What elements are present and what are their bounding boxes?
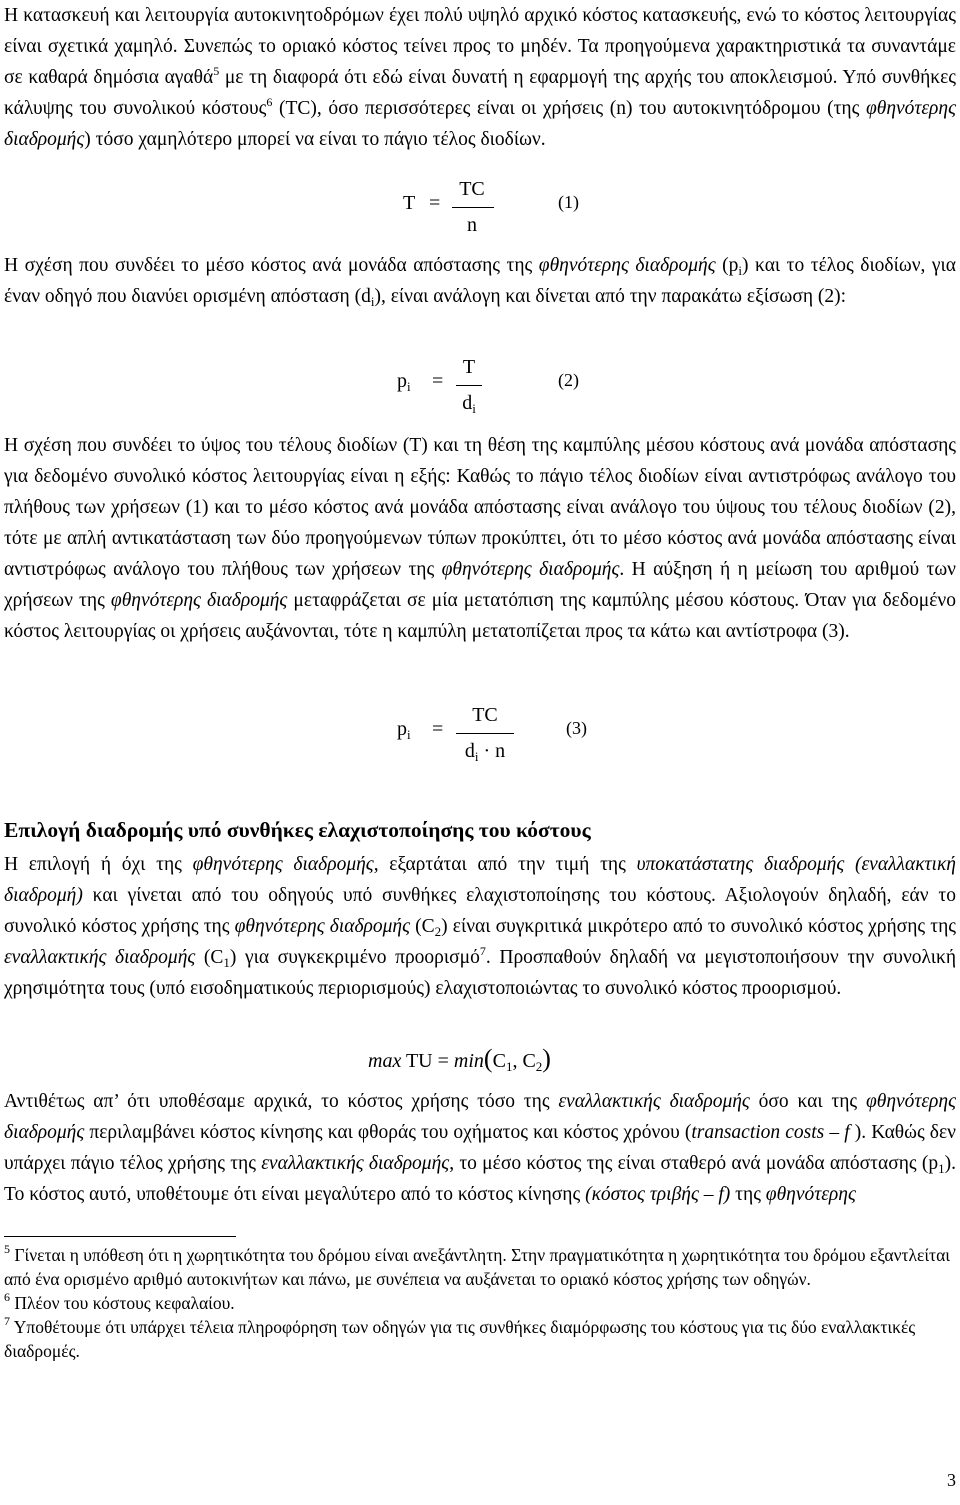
- text: . Η αύξηση ή η μείωση του αριθμού των χρήσεων της: [4, 559, 956, 611]
- text: Η σχέση που συνδέει το ύψος του τέλους διοδίων (T) και τη θέση της καμπύλης μέσου κόστους ανά μονάδα απόστασης για δεδομένο συνολικό κόστος λειτουργίας είναι η εξής: Καθώς το πάγιο τέλος διοδίων είναι αντιστρόφως ανάλογο του πλήθους των χρήσεων (1) και το μέσο κόστος ανά μονάδα απόστασης είναι ανάλογο του ύψους του τέλους διοδίων (2), τότε με απλή αντικατάσταση των δύο προηγούμενων τύπων προκύπτει, ότι το μέσο κόστος ανά μονάδα απόστασης είναι αντιστρόφως ανάλογο του πλήθους των χρήσεων της: [4, 435, 956, 580]
- text: Η σχέση που συνδέει το μέσο κόστος ανά μονάδα απόστασης της: [4, 255, 539, 276]
- eq-paren: ): [542, 1044, 551, 1073]
- section-heading: Επιλογή διαδρομής υπό συνθήκες ελαχιστοποίησης του κόστους: [4, 818, 591, 842]
- text: ) και το τέλος διοδίων, για έναν οδηγό που διανύει ορισμένη απόσταση (d: [4, 255, 956, 307]
- italic-term: (εναλλακτική διαδρομή): [4, 854, 956, 906]
- footnote-number: 5: [4, 1242, 10, 1256]
- italic-term: φθηνότερης: [765, 1184, 856, 1205]
- paragraph-1: [4, 0, 956, 155]
- equation-number: (2): [558, 370, 579, 390]
- paragraph-2: [4, 250, 956, 312]
- equation-4: [4, 1040, 956, 1080]
- paragraph-3: [4, 430, 956, 647]
- text: ) είναι συγκριτικά μικρότερο από το συνολικό κόστος χρήσης της: [441, 916, 956, 937]
- subscript: i: [474, 749, 479, 764]
- eq-operator: =: [432, 370, 444, 392]
- fraction-bar: [456, 385, 482, 386]
- text: Η επιλογή ή όχι της: [4, 854, 193, 875]
- subscript: 2: [434, 924, 442, 939]
- equation-number: (3): [566, 718, 587, 738]
- subscript: i: [370, 294, 375, 309]
- text: , το μέσο κόστος της είναι σταθερό ανά μονάδα απόστασης (p: [449, 1153, 939, 1174]
- eq-dot: ·: [483, 740, 491, 762]
- page-number: 3: [947, 1470, 956, 1490]
- italic-term: transaction costs – f: [691, 1122, 850, 1143]
- text: της: [730, 1184, 766, 1205]
- fraction-bar: [456, 733, 514, 734]
- text: ) για συγκεκριμένο προορισμό: [229, 947, 480, 968]
- footnote-divider: [4, 1236, 236, 1237]
- footnote-text: Πλέον του κόστους κεφαλαίου.: [14, 1293, 235, 1313]
- paragraph-5: [4, 1086, 956, 1210]
- text: (TC), όσο περισσότερες είναι οι χρήσεις (n) του αυτοκινητόδρομου (της: [272, 98, 866, 119]
- text: Η κατασκευή και λειτουργία αυτοκινητοδρόμων έχει πολύ υψηλό αρχικό κόστος κατασκευής, ενώ το κόστος λειτουργίας είναι σχετικά χαμηλό. Συνεπώς το οριακό κόστος τείνει προς το μηδέν. Τα προηγούμενα χαρακτηριστικά τα συναντάμε σε καθαρά δημόσια αγαθά: [4, 5, 956, 88]
- eq-denominator: n: [467, 214, 477, 236]
- fraction-bar: [452, 207, 494, 208]
- eq-symbol: p: [397, 370, 407, 392]
- eq-expression: [368, 1044, 551, 1074]
- subscript: 1: [505, 1059, 513, 1074]
- equation-3: [4, 704, 956, 776]
- text: και γίνεται από του οδηγούς υπό συνθήκες ελαχιστοποίησης του κόστους. Αξιολογούν δηλαδή, εάν το συνολικό κόστος χρήσης της: [4, 885, 956, 937]
- eq-min: min: [453, 1050, 484, 1072]
- text: ). Καθώς δεν υπάρχει πάγιο τέλος χρήσης της: [4, 1122, 956, 1174]
- subscript: i: [472, 401, 476, 416]
- text: ), είναι ανάλογη και δίνεται από την παρακάτω εξίσωση (2):: [374, 286, 847, 307]
- eq-operator: =: [437, 1050, 449, 1072]
- text: ) τόσο χαμηλότερο μπορεί να είναι το πάγιο τέλος διοδίων.: [84, 129, 546, 150]
- italic-term: φθηνότερης διαδρομής: [4, 98, 957, 150]
- footnote-number: 6: [4, 1290, 10, 1304]
- subscript: i: [738, 263, 743, 278]
- eq-symbol: d: [462, 392, 473, 414]
- italic-term: φθηνότερης διαδρομής: [441, 559, 620, 580]
- eq-symbol: C: [522, 1050, 536, 1072]
- footnote-text: Υποθέτουμε ότι υπάρχει τέλεια πληροφόρηση των οδηγών για τις συνθήκες διαμόρφωσης του κόστους για τις δύο εναλλακτικές διαδρομές.: [4, 1317, 916, 1361]
- footnote-ref-7[interactable]: 7: [479, 944, 486, 958]
- text: , εξαρτάται από την τιμή της: [373, 854, 637, 875]
- eq-numerator: TC: [459, 178, 485, 200]
- eq-comma: ,: [512, 1050, 518, 1072]
- eq-operator: =: [432, 718, 444, 740]
- italic-term: εναλλακτικής διαδρομής: [558, 1091, 750, 1112]
- eq-symbol: TU: [405, 1050, 433, 1072]
- eq-max: max: [368, 1050, 402, 1072]
- eq-lhs: T: [403, 192, 416, 214]
- equation-number: (1): [558, 192, 579, 212]
- subscript: 1: [938, 1161, 945, 1176]
- footnote-6: [4, 1291, 956, 1315]
- eq-symbol: n: [495, 740, 506, 762]
- text: [844, 854, 855, 875]
- italic-term: φθηνότερης διαδρομής: [538, 255, 716, 276]
- paragraph-4: [4, 849, 956, 1004]
- eq-symbol: d: [464, 740, 475, 762]
- text: περιλαμβάνει κόστος κίνησης και φθοράς του οχήματος και κόστος χρόνου (: [84, 1122, 692, 1143]
- footnote-5: [4, 1243, 956, 1291]
- italic-term: υποκατάστατης διαδρομής: [636, 854, 845, 875]
- text: (C: [410, 916, 435, 937]
- italic-term: εναλλακτικής διαδρομής: [4, 947, 196, 968]
- italic-term: φθηνότερης διαδρομής: [110, 590, 288, 611]
- footnotes: [4, 1243, 956, 1363]
- eq-operator: =: [429, 192, 441, 214]
- italic-term: φθηνότερης διαδρομής: [234, 916, 411, 937]
- equation-2: [4, 356, 956, 426]
- subscript: 2: [535, 1059, 543, 1074]
- italic-term: (κόστος τριβής – f): [585, 1184, 731, 1205]
- eq-numerator: T: [462, 356, 476, 378]
- eq-symbol: p: [397, 718, 407, 740]
- text: όσο και της: [749, 1091, 866, 1112]
- text: μεταφράζεται σε μία μετατόπιση της καμπύλης μέσου κόστους. Όταν για δεδομένο κόστος λειτουργίας οι χρήσεις αυξάνονται, τότε η καμπύλη μετατοπίζεται προς τα κάτω και αντίστροφα (3).: [4, 590, 956, 642]
- eq-numerator: TC: [472, 704, 498, 726]
- text: . Προσπαθούν δηλαδή να μεγιστοποιήσουν την συνολική χρησιμότητα τους (υπό εισοδηματικούς περιορισμούς) ελαχιστοποιώντας το συνολικό κόστος προορισμού.: [4, 947, 957, 999]
- subscript: 1: [223, 955, 230, 970]
- text: Αντιθέτως απ’ ότι υποθέσαμε αρχικά, το κόστος χρήσης τόσο της: [4, 1091, 559, 1112]
- eq-symbol: C: [492, 1050, 506, 1072]
- footnote-ref-6[interactable]: 6: [266, 95, 273, 109]
- text: (p: [715, 255, 739, 276]
- equation-1: [4, 178, 956, 248]
- eq-paren: (: [483, 1044, 493, 1073]
- eq-denominator: [454, 740, 516, 763]
- footnote-ref-5[interactable]: 5: [213, 64, 220, 78]
- eq-lhs: [397, 718, 411, 741]
- italic-term: φθηνότερης διαδρομής: [4, 1091, 957, 1143]
- footnote-number: 7: [4, 1314, 10, 1328]
- footnote-7: [4, 1315, 956, 1363]
- subscript: i: [407, 379, 411, 394]
- footnote-text: Γίνεται η υπόθεση ότι η χωρητικότητα του δρόμου είναι ανεξάντλητη. Στην πραγματικότητα η χωρητικότητα του δρόμου εξαντλείται από ένα ορισμένο αριθμό αυτοκινήτων και πάνω, με συνέπεια να αυξάνεται το οριακό κόστος χρήσης των οδηγών.: [4, 1245, 950, 1289]
- text: με τη διαφορά ότι εδώ είναι δυνατή η εφαρμογή της αρχής του αποκλεισμού. Υπό συνθήκες κάλυψης του συνολικού κόστους: [4, 67, 957, 119]
- italic-term: φθηνότερης διαδρομής: [192, 854, 374, 875]
- italic-term: εναλλακτικής διαδρομής: [261, 1153, 450, 1174]
- subscript: i: [407, 727, 411, 742]
- eq-denominator: [454, 392, 484, 415]
- eq-lhs: [397, 370, 411, 393]
- text: ). Το κόστος αυτό, υποθέτουμε ότι είναι μεγαλύτερο από το κόστος κίνησης: [4, 1153, 957, 1205]
- text: (C: [195, 947, 224, 968]
